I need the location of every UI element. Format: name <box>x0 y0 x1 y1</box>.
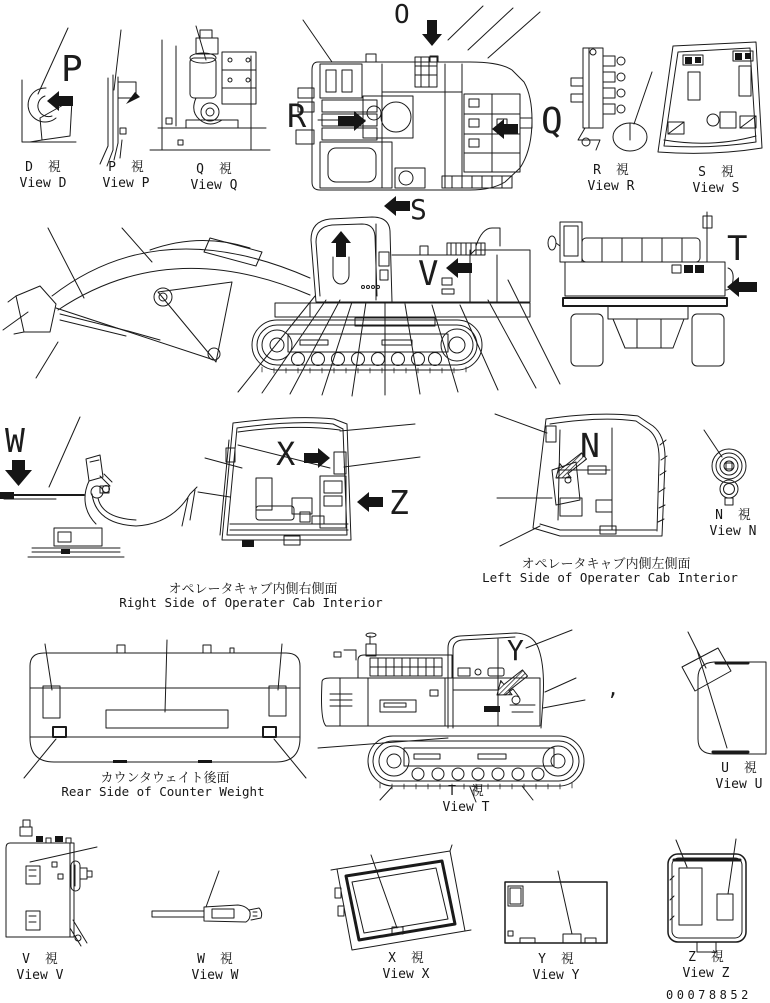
view-label-u <box>716 761 763 793</box>
view-label-y-kanji: 視 <box>560 952 574 967</box>
caption-cab-left-jp: オペレータキャブ内側左側面 <box>521 557 691 572</box>
view-p-drawing <box>100 30 140 166</box>
seat-diagram <box>0 417 197 557</box>
marker-letter-w: W <box>5 421 25 460</box>
view-label-q <box>191 162 238 194</box>
view-label-n-letter: N <box>715 508 723 523</box>
view-label-p-letter: P <box>108 160 116 175</box>
view-label-p <box>103 160 150 192</box>
view-v-drawing <box>6 820 97 946</box>
view-label-t-letter: T <box>448 784 456 799</box>
view-label-p-kanji: 視 <box>130 160 144 175</box>
view-label-p-en: View P <box>102 176 150 191</box>
view-label-x-kanji: 視 <box>410 951 424 966</box>
view-s-drawing <box>658 42 762 153</box>
marker-letter-x: X <box>276 435 296 473</box>
view-label-r-kanji: 視 <box>615 163 629 178</box>
cab-interior-right <box>198 418 420 547</box>
excavator-side-view <box>3 217 560 396</box>
marker-letter-p: P <box>61 49 83 90</box>
view-label-u-kanji: 視 <box>743 761 757 776</box>
view-label-y-en: View Y <box>532 968 580 983</box>
marker-letter-q: Q <box>541 101 563 142</box>
view-label-s-letter: S <box>698 165 706 180</box>
view-label-d-kanji: 視 <box>47 160 61 175</box>
counterweight-drawing <box>24 640 306 778</box>
marker-letter-r: R <box>287 97 307 135</box>
view-label-n-kanji: 視 <box>737 508 751 523</box>
caption-cab-left-en: Left Side of Operater Cab Interior <box>482 570 738 585</box>
machine-rear-view <box>548 212 757 366</box>
view-label-q-letter: Q <box>196 162 204 177</box>
view-q-drawing <box>150 26 270 150</box>
view-label-z-en: View Z <box>682 966 730 981</box>
marker-letter-s: S <box>410 193 427 226</box>
view-label-w-kanji: 視 <box>219 952 233 967</box>
machine-top-view <box>296 6 540 216</box>
marker-letter-t: T <box>727 229 748 269</box>
marker-letter-o: O <box>394 0 410 30</box>
view-u-drawing <box>682 632 766 754</box>
view-n-drawing <box>704 430 746 505</box>
view-label-r-letter: R <box>593 163 601 178</box>
view-label-q-kanji: 視 <box>218 162 232 177</box>
view-r-drawing <box>571 48 652 151</box>
view-t-machine <box>318 630 585 802</box>
view-label-v-letter: V <box>22 952 30 967</box>
view-label-v-en: View V <box>16 968 64 983</box>
marker-letter-n: N <box>580 426 600 465</box>
view-label-x-letter: X <box>388 951 396 966</box>
view-x-drawing <box>331 845 471 950</box>
caption-counterweight-jp: カウンタウェイト後面 <box>100 771 230 786</box>
document-number: 00078852 <box>666 988 752 1002</box>
view-label-w <box>192 952 239 984</box>
view-label-s-kanji: 視 <box>720 165 734 180</box>
view-label-u-letter: U <box>721 761 729 776</box>
marker-letter-y: Y <box>507 634 524 667</box>
view-z-drawing <box>668 839 746 952</box>
view-y-drawing <box>505 871 607 943</box>
view-label-y-letter: Y <box>538 952 546 967</box>
view-label-y <box>533 952 580 984</box>
view-label-t <box>443 784 490 816</box>
marker-letter-v: V <box>418 254 439 294</box>
view-label-r <box>588 163 635 195</box>
view-label-z <box>683 950 730 982</box>
caption-cab-right-en: Right Side of Operater Cab Interior <box>119 595 383 610</box>
view-label-z-letter: Z <box>688 950 696 965</box>
comma-mark: , <box>607 676 620 700</box>
view-label-v <box>17 952 64 984</box>
view-label-s-en: View S <box>692 181 740 196</box>
view-label-d-en: View D <box>19 176 67 191</box>
view-label-u-en: View U <box>715 777 763 792</box>
view-label-w-letter: W <box>197 952 205 967</box>
view-label-d-letter: D <box>25 160 33 175</box>
view-label-x <box>383 951 430 983</box>
view-label-q-en: View Q <box>190 178 238 193</box>
view-label-x-en: View X <box>382 967 430 982</box>
view-label-t-en: View T <box>442 800 490 815</box>
view-label-r-en: View R <box>587 179 635 194</box>
caption-counterweight-en: Rear Side of Counter Weight <box>61 784 265 799</box>
view-label-s <box>693 165 740 197</box>
caption-cab-right-jp: オペレータキャブ内側右側面 <box>168 582 338 597</box>
view-label-t-kanji: 視 <box>470 784 484 799</box>
view-label-v-kanji: 視 <box>44 952 58 967</box>
marker-letter-z: Z <box>389 483 409 522</box>
view-label-w-en: View W <box>191 968 239 983</box>
view-label-d <box>20 160 67 192</box>
view-w-drawing <box>152 871 262 922</box>
view-label-n-en: View N <box>709 524 757 539</box>
view-label-n <box>710 508 757 540</box>
view-label-z-kanji: 視 <box>710 950 724 965</box>
